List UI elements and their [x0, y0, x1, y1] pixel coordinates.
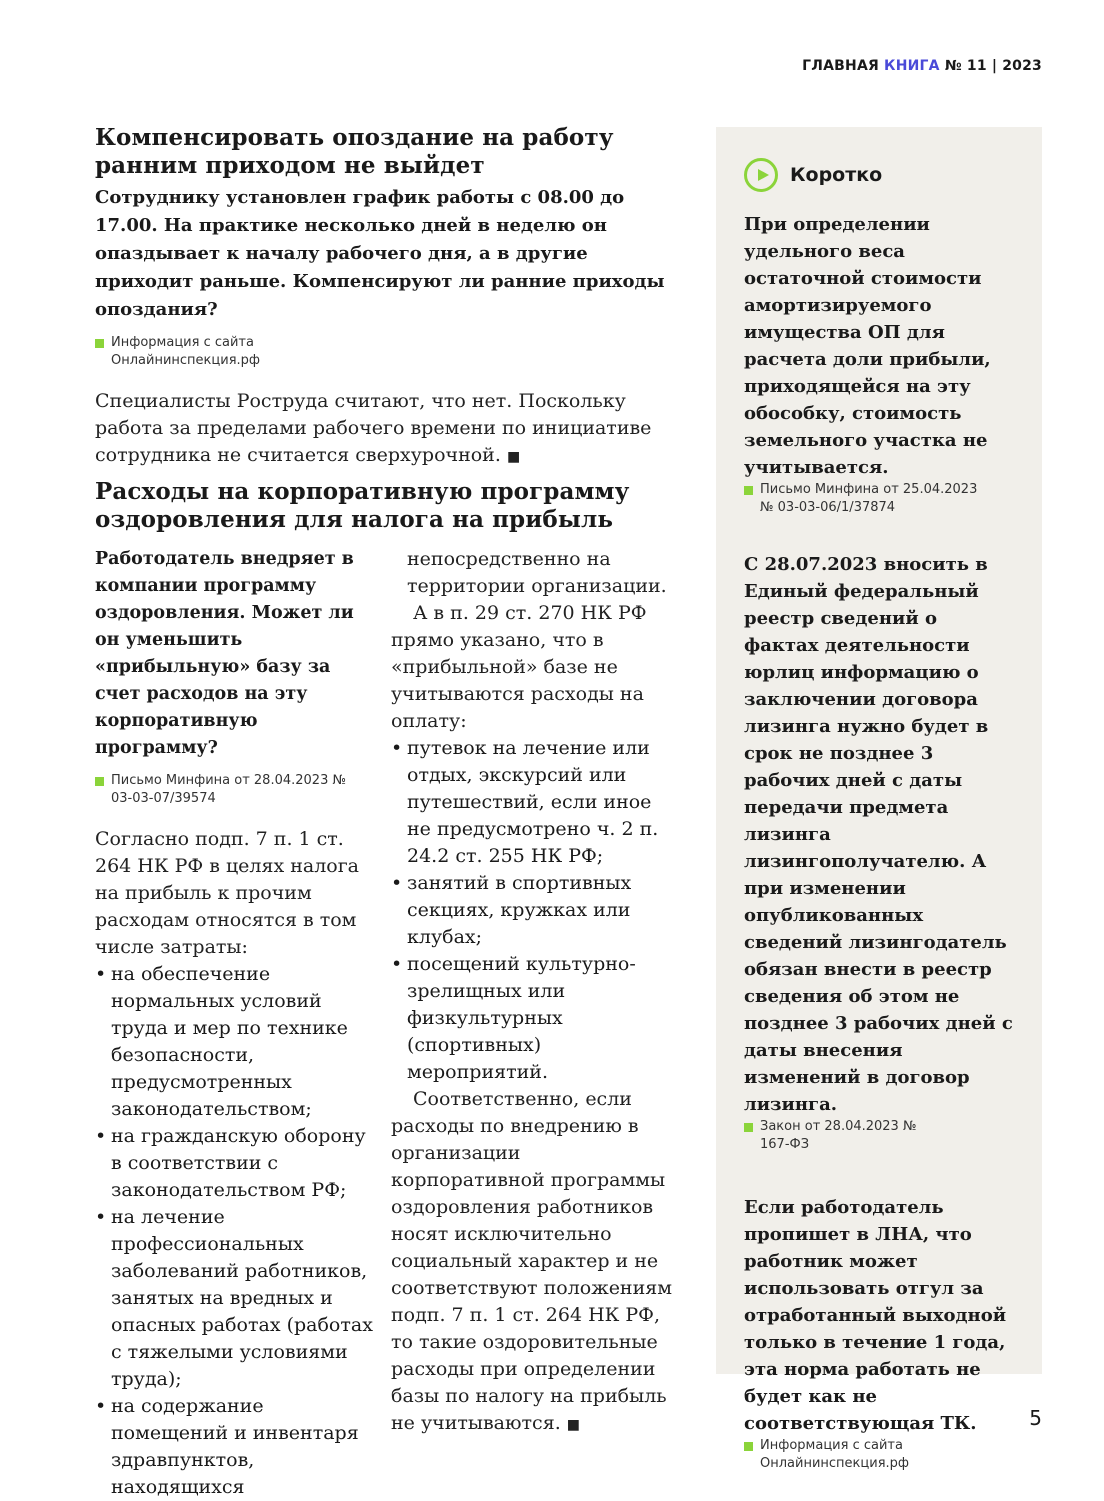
sidebar-item-source: Закон от 28.04.2023 № 167-ФЗ [744, 1118, 920, 1154]
article1-body-text: Специалисты Роструда считают, что нет. Поскольку работа за пределами рабочего времени по инициативе сотрудника не считается сверхурочной. [95, 390, 652, 466]
article2-conclusion [391, 1086, 675, 1439]
sidebar-item [744, 551, 1014, 1154]
article2-title: Расходы на корпоративную программу оздоровления для налога на прибыль [95, 478, 630, 533]
header-issue: № 11 | 2023 [944, 58, 1042, 74]
end-mark: ■ [566, 1417, 581, 1433]
article-wellness-program [95, 478, 675, 1498]
list-item: • на лечение профессиональных заболеваний работников, занятых на вредных и опасных работах (работах с тяжелыми условиями труда); [95, 1204, 373, 1393]
article1-title: Компенсировать опоздание на работу ранним приходом не выйдет [95, 124, 614, 179]
article1-lead: Сотруднику установлен график работы с 08.00 до 17.00. На практике несколько дней в неделю он опаздывает к началу рабочего дня, а в другие приходит раньше. Компенсируют ли ранние приходы опоздания? [95, 187, 665, 320]
page-header [802, 58, 1042, 74]
article2-list-2 [391, 735, 675, 1086]
list-item: • на обеспечение нормальных условий труда и мер по технике безопасности, предусмотренных законодательством; [95, 961, 373, 1123]
header-title-accent: КНИГА [884, 58, 940, 74]
sidebar-item-source: Информация с сайта Онлайнинспекция.рф [744, 1437, 930, 1473]
article2-conclusion-text: Соответственно, если расходы по внедрению в организации корпоративной программы оздоровления работников носят исключительно социальный характер и не соответствуют положениям подп. 7 п. 1 ст. 264 НК РФ, то такие оздоровительные расходы при определении базы по налогу на прибыль не учитываются. [391, 1088, 673, 1434]
article2-continue: непосредственно на территории организации. [407, 548, 667, 597]
article1-source: Информация с сайта Онлайнинспекция.рф [95, 334, 281, 370]
sidebar-item [744, 1194, 1016, 1473]
article2-column-2 [391, 546, 675, 1439]
sidebar-item [744, 211, 1006, 517]
page-number: 5 [1029, 1406, 1042, 1430]
article2-column-1 [95, 546, 373, 1501]
list-item: • посещений культурно-зрелищных или физкультурных (спортивных) мероприятий. [391, 951, 675, 1086]
sidebar-item-text: С 28.07.2023 вносить в Единый федеральный реестр сведений о фактах деятельности юрлиц информацию о заключении договора лизинга нужно будет в срок не позднее 3 рабочих дней с даты передачи предмета лизинга лизингополучателю. А при изменении опубликованных сведений лизингодатель обязан внести в реестр сведения об этом не позднее 3 рабочих дней с даты внесения изменений в договор лизинга. [744, 554, 1013, 1115]
article2-paragraph-2: А в п. 29 ст. 270 НК РФ прямо указано, что в «прибыльной» базе не учитываются расходы на оплату: [391, 602, 647, 732]
article2-list-1 [95, 961, 373, 1501]
list-item: • на содержание помещений и инвентаря здравпунктов, находящихся [95, 1393, 373, 1501]
article2-intro: Согласно подп. 7 п. 1 ст. 264 НК РФ в целях налога на прибыль к прочим расходам относятся в том числе затраты: [95, 828, 360, 958]
sidebar-header [744, 155, 1024, 195]
sidebar-item-text: Если работодатель пропишет в ЛНА, что работник может использовать отгул за отработанный выходной только в течение 1 года, эта норма работать не будет как не соответствующая ТК. [744, 1197, 1007, 1434]
play-icon [744, 158, 778, 192]
list-item: • путевок на лечение или отдых, экскурсий или путешествий, если иное не предусмотрено ч. 2 п. 24.2 ст. 255 НК РФ; [391, 735, 675, 870]
article1-body [95, 388, 655, 471]
header-title: ГЛАВНАЯ [802, 58, 879, 74]
sidebar-item-source: Письмо Минфина от 25.04.2023 № 03-03-06/1/37874 [744, 481, 990, 517]
article2-lead: Работодатель внедряет в компании программу оздоровления. Может ли он уменьшить «прибыльную» базу за счет расходов на эту корпоративную программу? [95, 549, 354, 758]
end-mark: ■ [506, 449, 521, 465]
article2-source: Письмо Минфина от 28.04.2023 № 03-03-07/39574 [95, 772, 351, 808]
list-item: • на гражданскую оборону в соответствии с законодательством РФ; [95, 1123, 373, 1204]
sidebar-briefly [716, 127, 1042, 1471]
list-item: • занятий в спортивных секциях, кружках или клубах; [391, 870, 675, 951]
article-late-compensation [95, 124, 675, 471]
sidebar-title: Коротко [790, 164, 883, 186]
sidebar-item-text: При определении удельного веса остаточной стоимости амортизируемого имущества ОП для расчета доли прибыли, приходящейся на эту обособку, стоимость земельного участка не учитывается. [744, 214, 991, 478]
